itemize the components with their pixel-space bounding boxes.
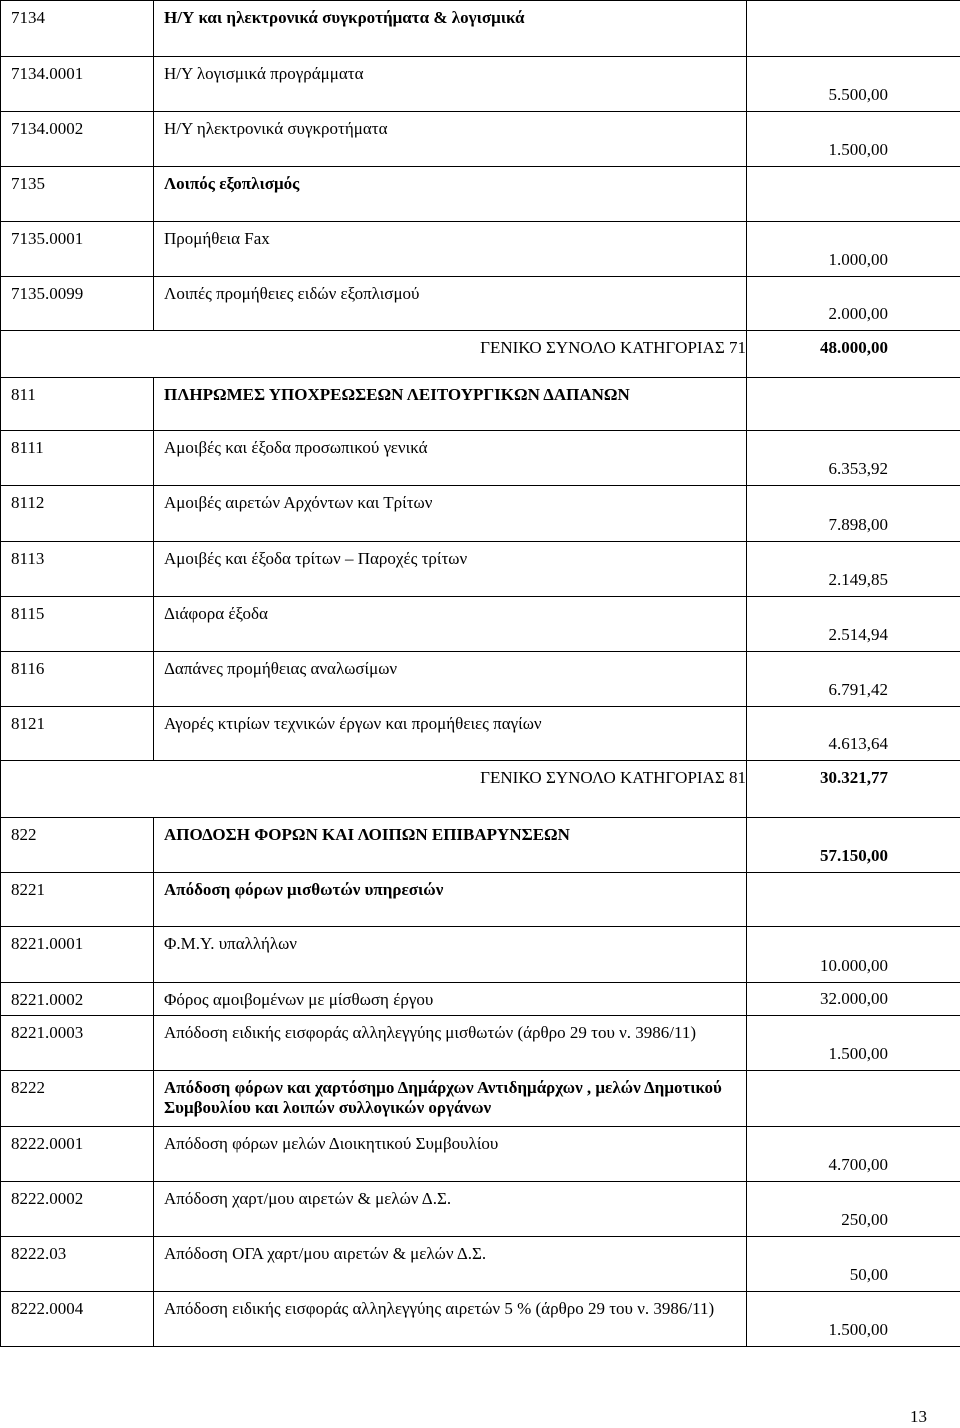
account-description: Απόδοση ΟΓΑ χαρτ/μου αιρετών & μελών Δ.Σ.: [154, 1237, 747, 1292]
table-row: [1, 277, 960, 331]
account-code: 8221.0002: [1, 983, 154, 1016]
account-code: 8112: [1, 486, 154, 542]
account-amount: 1.500,00: [828, 1044, 888, 1063]
account-amount: 5.500,00: [828, 85, 888, 104]
table-row: [1, 707, 960, 761]
account-amount: 7.898,00: [828, 515, 888, 534]
table-row: [1, 222, 960, 277]
total-amount: 30.321,77: [820, 768, 888, 787]
total-row: [1, 331, 960, 378]
account-amount: 2.149,85: [828, 570, 888, 589]
account-description: Προμήθεια Fax: [154, 222, 747, 277]
account-description: Η/Υ λογισμικά προγράμματα: [154, 57, 747, 112]
account-description: Απόδοση ειδικής εισφοράς αλληλεγγύης αιρετών 5 % (άρθρο 29 του ν. 3986/11): [154, 1292, 747, 1347]
account-description: Η/Υ και ηλεκτρονικά συγκροτήματα & λογισμικά: [154, 1, 747, 57]
account-amount: 6.791,42: [828, 680, 888, 699]
table-row: [1, 431, 960, 486]
account-code: 7135.0001: [1, 222, 154, 277]
account-code: 8113: [1, 542, 154, 597]
table-row: [1, 1237, 960, 1292]
account-description: ΑΠΟΔΟΣΗ ΦΟΡΩΝ ΚΑΙ ΛΟΙΠΩΝ ΕΠΙΒΑΡΥΝΣΕΩΝ: [154, 818, 747, 873]
table-row: [1, 378, 960, 431]
account-code: 8222.03: [1, 1237, 154, 1292]
account-description: Λοιπές προμήθειες ειδών εξοπλισμού: [154, 277, 747, 331]
account-description: Απόδοση ειδικής εισφοράς αλληλεγγύης μισθωτών (άρθρο 29 του ν. 3986/11): [154, 1016, 747, 1071]
account-amount: 50,00: [849, 1265, 888, 1284]
account-code: 811: [1, 378, 154, 431]
account-amount: 1.000,00: [828, 250, 888, 269]
account-amount: 57.150,00: [820, 846, 888, 865]
account-description: Φ.Μ.Υ. υπαλλήλων: [154, 927, 747, 983]
account-description: Διάφορα έξοδα: [154, 597, 747, 652]
total-label: ΓΕΝΙΚΟ ΣΥΝΟΛΟ ΚΑΤΗΓΟΡΙΑΣ 81: [1, 761, 747, 818]
account-amount: 32.000,00: [820, 989, 888, 1008]
table-row: [1, 112, 960, 167]
page-number: 13: [910, 1407, 927, 1426]
account-amount: 1.500,00: [828, 140, 888, 159]
account-amount: 1.500,00: [828, 1320, 888, 1339]
account-description: Απόδοση φόρων και χαρτόσημο Δημάρχων Αντιδημάρχων , μελών Δημοτικού Συμβουλίου και λοιπών συλλογικών οργάνων: [154, 1071, 747, 1127]
table-row: [1, 1071, 960, 1127]
account-description: Απόδοση χαρτ/μου αιρετών & μελών Δ.Σ.: [154, 1182, 747, 1237]
table-row: [1, 652, 960, 707]
table-row: [1, 818, 960, 873]
account-code: 7135: [1, 167, 154, 222]
table-row: [1, 57, 960, 112]
table-row: [1, 542, 960, 597]
account-amount: 2.000,00: [828, 304, 888, 323]
table-row: [1, 927, 960, 983]
account-code: 8221.0001: [1, 927, 154, 983]
account-description: Η/Υ ηλεκτρονικά συγκροτήματα: [154, 112, 747, 167]
table-row: [1, 167, 960, 222]
table-row: [1, 1292, 960, 1347]
table-row: [1, 1182, 960, 1237]
account-code: 8221.0003: [1, 1016, 154, 1071]
table-row: [1, 1127, 960, 1182]
account-description: ΠΛΗΡΩΜΕΣ ΥΠΟΧΡΕΩΣΕΩΝ ΛΕΙΤΟΥΡΓΙΚΩΝ ΔΑΠΑΝΩΝ: [154, 378, 747, 431]
account-code: 8222.0004: [1, 1292, 154, 1347]
account-description: Δαπάνες προμήθειας αναλωσίμων: [154, 652, 747, 707]
account-description: Αμοιβές και έξοδα προσωπικού γενικά: [154, 431, 747, 486]
total-label: ΓΕΝΙΚΟ ΣΥΝΟΛΟ ΚΑΤΗΓΟΡΙΑΣ 71: [1, 331, 747, 378]
account-description: Αγορές κτιρίων τεχνικών έργων και προμήθειες παγίων: [154, 707, 747, 761]
account-code: 7135.0099: [1, 277, 154, 331]
account-code: 8221: [1, 873, 154, 927]
account-code: 8111: [1, 431, 154, 486]
table-row: [1, 486, 960, 542]
account-amount: 6.353,92: [828, 459, 888, 478]
table-row: [1, 1016, 960, 1071]
account-amount: 2.514,94: [828, 625, 888, 644]
account-description: Αμοιβές αιρετών Αρχόντων και Τρίτων: [154, 486, 747, 542]
budget-table-body: [1, 1, 960, 1347]
table-row: [1, 873, 960, 927]
account-description: Λοιπός εξοπλισμός: [154, 167, 747, 222]
account-amount: 4.613,64: [828, 734, 888, 753]
account-code: 8222: [1, 1071, 154, 1127]
table-row: [1, 1, 960, 57]
account-description: Απόδοση φόρων μισθωτών υπηρεσιών: [154, 873, 747, 927]
account-code: 8115: [1, 597, 154, 652]
account-amount: 250,00: [841, 1210, 888, 1229]
total-row: [1, 761, 960, 818]
account-code: 822: [1, 818, 154, 873]
account-description: Απόδοση φόρων μελών Διοικητικού Συμβουλίου: [154, 1127, 747, 1182]
account-description: Φόρος αμοιβομένων με μίσθωση έργου: [154, 983, 747, 1016]
account-amount: 4.700,00: [828, 1155, 888, 1174]
account-code: 7134.0002: [1, 112, 154, 167]
account-code: 8116: [1, 652, 154, 707]
account-code: 8222.0001: [1, 1127, 154, 1182]
account-code: 8121: [1, 707, 154, 761]
total-amount: 48.000,00: [820, 338, 888, 357]
table-row: [1, 983, 960, 1016]
account-description: Αμοιβές και έξοδα τρίτων – Παροχές τρίτων: [154, 542, 747, 597]
account-amount: 10.000,00: [820, 956, 888, 975]
table-row: [1, 597, 960, 652]
account-code: 7134.0001: [1, 57, 154, 112]
account-code: 7134: [1, 1, 154, 57]
account-code: 8222.0002: [1, 1182, 154, 1237]
